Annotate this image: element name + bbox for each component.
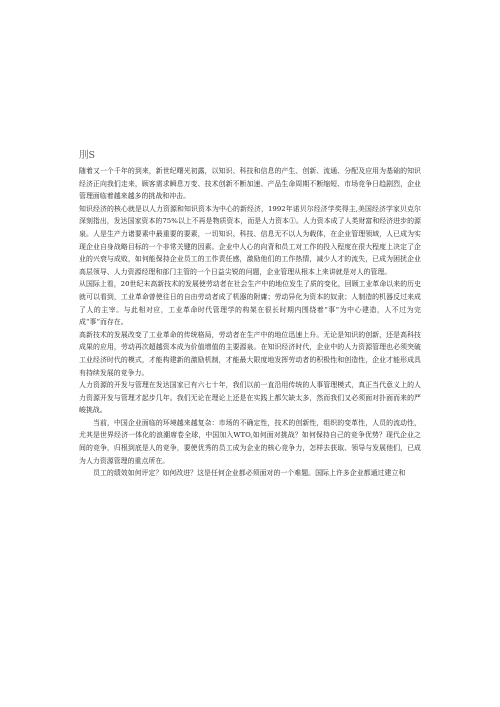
section-heading: 刖S [79, 150, 96, 161]
paragraph-7: 员工的绩效如何评定？如何改进？这是任何企业都必须面对的一个难题。国际上许多企业都通过建立和 [93, 469, 406, 478]
document-body [79, 149, 421, 480]
paragraph-6: 当前，中国企业面临的环境越来越复杂：市场的不确定性，技术的创新性，组织的变革性，人员的流动性，尤其是世界经济一体化的浪潮席卷全球，中国加入WTO,如何面对挑战？如何保持自己的竞争优势？现代企业之间的竞争，归根到底是人的竞争，要使优秀的员工成为企业的核心竞争力，怎样去获取、领导与发展他们，已成为人力资源管理的重点所在。 [79, 418, 421, 465]
paragraph-4: 高新技术的发展改变了工业革命的传统格局，劳动者在生产中的地位迅速上升。无论是知识的创新，还是高科技成果的应用，劳动再次超越资本成为价值增值的主要源泉。在知识经济时代，企业中的人力资源管理也必须突破工业经济时代的模式，才能构建新的激励机制，才能最大限度地发挥劳动者的积极性和创造性，企业才能形成具有持续发展的竞争力。 [79, 330, 421, 377]
paragraph-3: 从国际上看，20世纪末高新技术的发展使劳动者在社会生产中的地位发生了质的变化，回顾工业革命以来的历史就可以看到，工业革命曾使往日的自由劳动者成了机器的附庸；劳动异化为资本的奴隶；人制造的机器反过来成了人的主宰。与此相对应，工业革命时代管理学的构架在很长时期内围绕着“事”为中心建造，人不过为完成“事”而存在。 [79, 280, 422, 327]
paragraph-5: 人力资源的开发与管理在发达国家已有六七十年，我们以前一直沿用传统的人事管理模式，真正当代意义上的人力资源开发与管理才起步几年。我们无论在理论上还是在实践上都欠缺太多，然而我们又必须面对扑面而来的严峻挑战。 [79, 381, 421, 415]
paragraph-2: 知识经济的核心就是以人力资源和知识资本为中心的新经济，1992年诺贝尔经济学奖得主,美国经济学家贝克尔深刻指出，发达国家资本的75%以上不再是物质资本，而是人力资本①。人力资本成了人类财富和经济进步的源泉。人是生产力诸要素中最重要的要素，一切知识、科技、信息无不以人为载体，在企业管理领域，人已成为实现企业自身战略目标的一个非常关键的因素。企业中人心的向背和员工对工作的投入程度在很大程度上决定了企业的兴衰与成败，如何能保持企业员工的工作责任感，激励他们的工作热情，减少人才的流失，已成为困扰企业高层领导、人力资源经理和部门主管的一个日益尖锐的问题，企业管理从根本上来讲就是对人的管理。 [79, 204, 421, 276]
paragraph-1: 随着又一个千年的到来，新世纪曙光初露，以知识、科技和信息的产生、创新、流通、分配及应用为基础的知识经济正向我们走来，顾客需求瞬息万变、技术创新不断加速、产品生命周期不断缩短、市场竞争日趋剧烈，企业管理面临着越来越多的挑战和冲击。 [79, 167, 421, 201]
